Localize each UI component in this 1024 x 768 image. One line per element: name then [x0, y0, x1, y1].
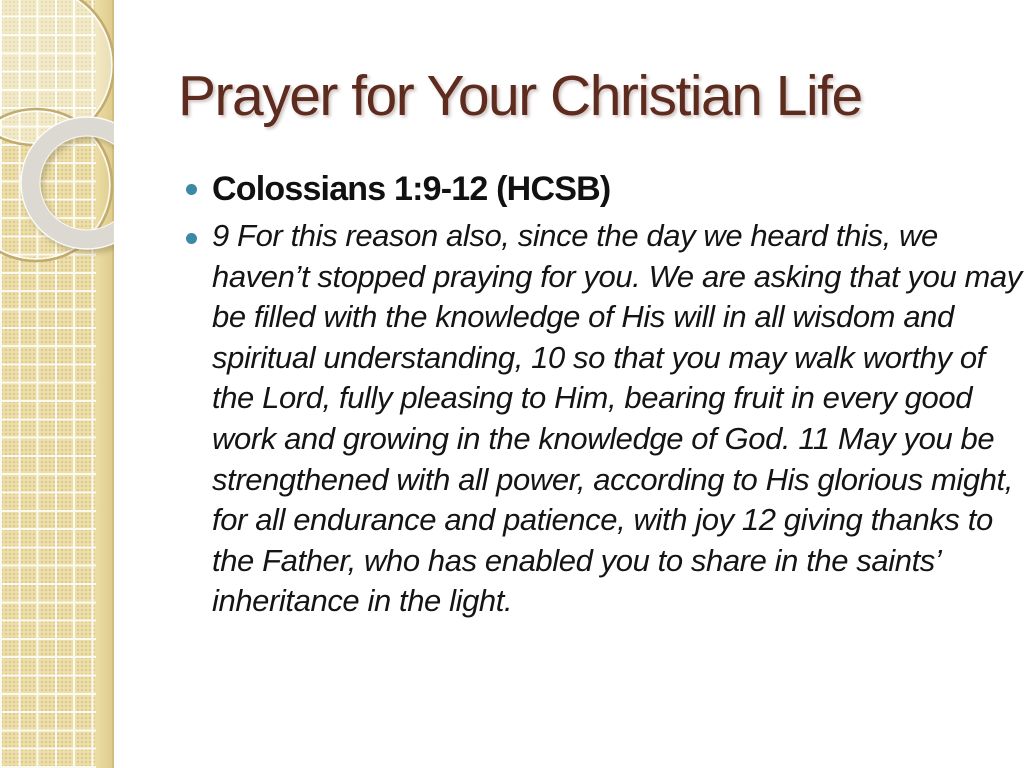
- verse-line: inheritance in the light.: [212, 583, 513, 619]
- bullet-item-reference: [186, 167, 1018, 211]
- slide-title: Prayer for Your Christian Life: [178, 64, 862, 128]
- verse-line: strengthened with all power, according to His glorious might,: [212, 461, 1013, 497]
- verse-line: haven’t stopped praying for you. We are asking that you may: [212, 258, 1022, 294]
- sidebar-pattern: [0, 0, 114, 768]
- verse-line: be filled with the knowledge of His will in all wisdom and: [212, 299, 954, 335]
- verse-line: the Lord, fully pleasing to Him, bearing fruit in every good: [212, 380, 973, 416]
- verse-line: the Father, who has enabled you to share in the saints’: [212, 542, 942, 578]
- bullet-item-verse: [186, 216, 1022, 622]
- verse-line: 9 For this reason also, since the day we heard this, we: [212, 218, 938, 253]
- verse-line: work and growing in the knowledge of God. 11 May you be: [212, 420, 995, 456]
- scripture-reference: Colossians 1:9-12 (HCSB): [212, 170, 611, 208]
- bullet-icon: [186, 233, 197, 244]
- verse-line: spiritual understanding, 10 so that you may walk worthy of: [212, 339, 985, 375]
- verse-line: for all endurance and patience, with joy 12 giving thanks to: [212, 502, 993, 538]
- bullet-icon: [186, 184, 197, 195]
- verse-text: [212, 216, 1022, 622]
- slide-body: [186, 167, 1022, 622]
- decorative-circles: [0, 0, 114, 768]
